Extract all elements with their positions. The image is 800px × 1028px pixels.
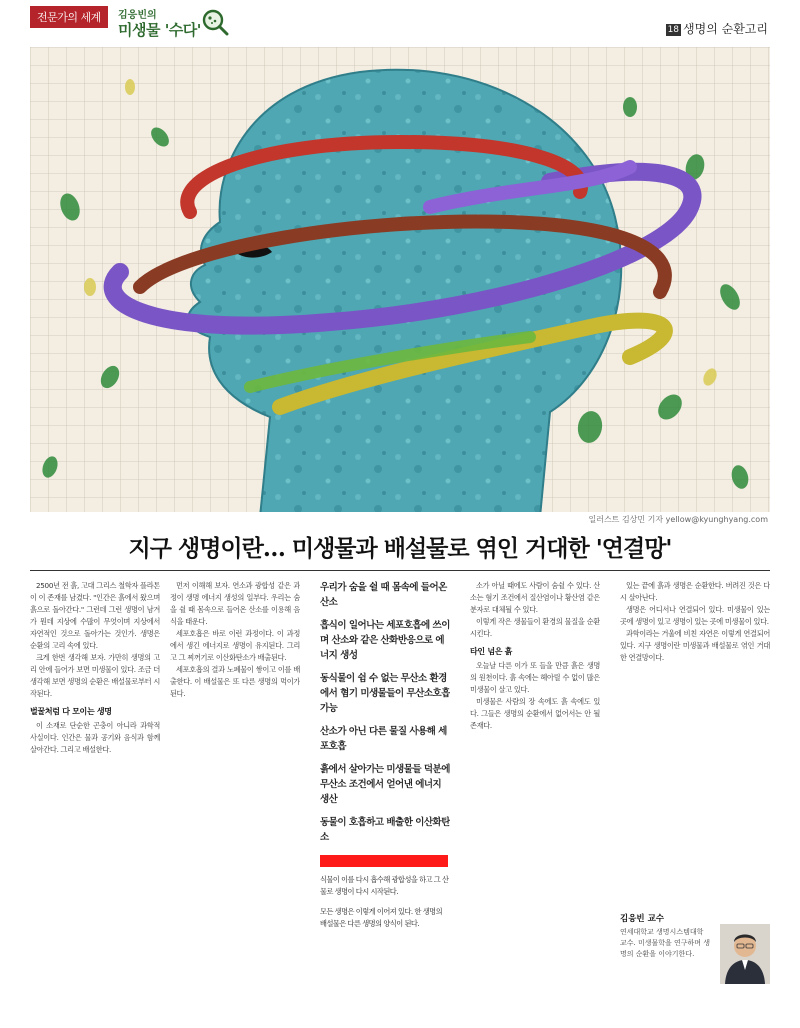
paragraph: 과학이라는 거울에 비친 자연은 이렇게 연결되어 있다. 지구 생명이란 미생물과 배설물로 엮인 거대한 연결망이다. xyxy=(620,629,770,662)
head-with-loops-illustration xyxy=(30,47,770,512)
paragraph: 미생물은 사람의 장 속에도 흙 속에도 있다. 그들은 생명의 순환에서 없어서는 안 될 존재다. xyxy=(470,697,600,730)
author-photo xyxy=(720,924,770,984)
pullquote-column xyxy=(320,580,450,1018)
body-column-1 xyxy=(30,580,160,1018)
author-bio: 연세대학교 생명시스템대학 교수. 미생물학을 연구하며 생명의 순환을 이야기한다. xyxy=(620,928,711,958)
paragraph: 이 소재로 단순한 곤충이 아니라 과학적 사실이다. 인간은 물과 공기와 음식과 함께 살아간다. 그리고 배설한다. xyxy=(30,721,160,754)
paragraph: 크게 한번 생각해 보자. 가만히 생명의 고리 안에 들어가 보면 미생물이 있다. 조금 더 생각해 보면 생명의 순환은 배설물로부터 시작된다. xyxy=(30,653,160,698)
paragraph: 생명은 어디서나 연결되어 있다. 미생물이 있는 곳에 생명이 있고 생명이 있는 곳에 미생물이 있다. xyxy=(620,605,770,626)
paragraph: 먼저 이해해 보자. 연소과 광합성 같은 과정이 생명 에너지 생성의 일부다. 우리는 숨을 쉴 때 몸속으로 들어온 산소를 이용해 음식을 태운다. xyxy=(170,581,300,626)
section-badge: 전문가의 세계 xyxy=(30,6,108,28)
series-title: 생명의 순환고리 xyxy=(683,22,768,36)
headline: 지구 생명이란… 미생물과 배설물로 엮인 거대한 '연결망' xyxy=(128,535,672,562)
paragraph: 2500년 전 흙, 고대 그리스 철학자 플라톤이 이 존재를 남겼다. "인간은 흙에서 왔으며 흙으로 돌아간다." 그런데 그런 생명이 남겨가 뭔데 지상에 수많이 무엇이며 지상에서 자연적인 것으로 돌아가는 것인가. 생명은 순환의 고리 속에 있다. xyxy=(30,581,160,650)
pullquote: 흙에서 살아가는 미생물들 덕분에 무산소 조건에서 얻어낸 에너지 생산 xyxy=(320,764,450,805)
column-title: 미생물 '수다' xyxy=(118,21,201,39)
illustration-svg xyxy=(30,47,770,512)
paragraph: 세포호흡은 바로 이런 과정이다. 이 과정에서 생긴 에너지로 생명이 유지된다. 그리고 그 찌꺼기로 이산화탄소가 배출된다. xyxy=(170,629,300,662)
subheading: 타인 넘은 흙 xyxy=(470,647,513,656)
paragraph: 오늘날 다른 이가 또 들을 만큼 흙은 생명의 원천이다. 흙 속에는 헤아릴 수 없이 많은 미생물이 살고 있다. xyxy=(470,661,600,694)
column-author: 김응빈의 xyxy=(118,10,157,21)
pullquote: 동물이 호흡하고 배출한 이산화탄소 xyxy=(320,817,450,843)
paragraph: 세포호흡의 결과 노폐물이 쌓이고 이를 배출한다. 이 배설물은 또 다른 생명의 먹이가 된다. xyxy=(170,665,300,698)
body-column-2 xyxy=(170,580,300,1018)
paragraph: 소가 아닐 때에도 사람이 숨쉴 수 있다. 산소는 혐기 조건에서 질산염이나 황산염 같은 분자로 대체될 수 있다. xyxy=(470,581,600,614)
illustration-credit: 일러스트 김상민 기자 yellow@kyunghyang.com xyxy=(588,515,768,524)
pullquote: 동식물이 쉼 수 없는 무산소 환경에서 혐기 미생물들이 무산소호흡 가능 xyxy=(320,673,450,714)
magnifier-icon xyxy=(201,8,229,36)
paragraph: 이렇게 작은 생물들이 환경의 물질을 순환시킨다. xyxy=(470,617,600,638)
headline-rule xyxy=(30,570,770,571)
series-label xyxy=(666,20,768,37)
pullquote: 산소가 아닌 다른 물질 사용해 세포호흡 xyxy=(320,726,447,752)
pullquote: 우리가 숨을 쉴 때 몸속에 들어온 산소 xyxy=(320,582,447,608)
redaction-bar xyxy=(320,855,448,867)
author-box xyxy=(620,912,770,982)
paragraph: 식물이 이를 다시 흡수해 광합성을 하고 그 산물로 생명이 다시 시작된다. xyxy=(320,875,449,896)
series-number: 18 xyxy=(667,25,680,35)
body-column-4 xyxy=(470,580,600,1018)
paragraph: 모든 생명은 이렇게 이어져 있다. 한 생명의 배설물은 다른 생명의 양식이 된다. xyxy=(320,907,443,928)
pullquote: 흡식이 일어나는 세포호흡에 쓰이며 산소와 같은 산화반응으로 에너지 생성 xyxy=(320,620,450,661)
paragraph: 있는 끝에 흙과 생명은 순환한다. 버려진 것은 다시 살아난다. xyxy=(620,581,770,602)
masthead xyxy=(0,0,800,48)
subheading: 벌꿀처럼 다 모이는 생명 xyxy=(30,707,112,716)
author-name: 김응빈 교수 xyxy=(620,914,665,924)
